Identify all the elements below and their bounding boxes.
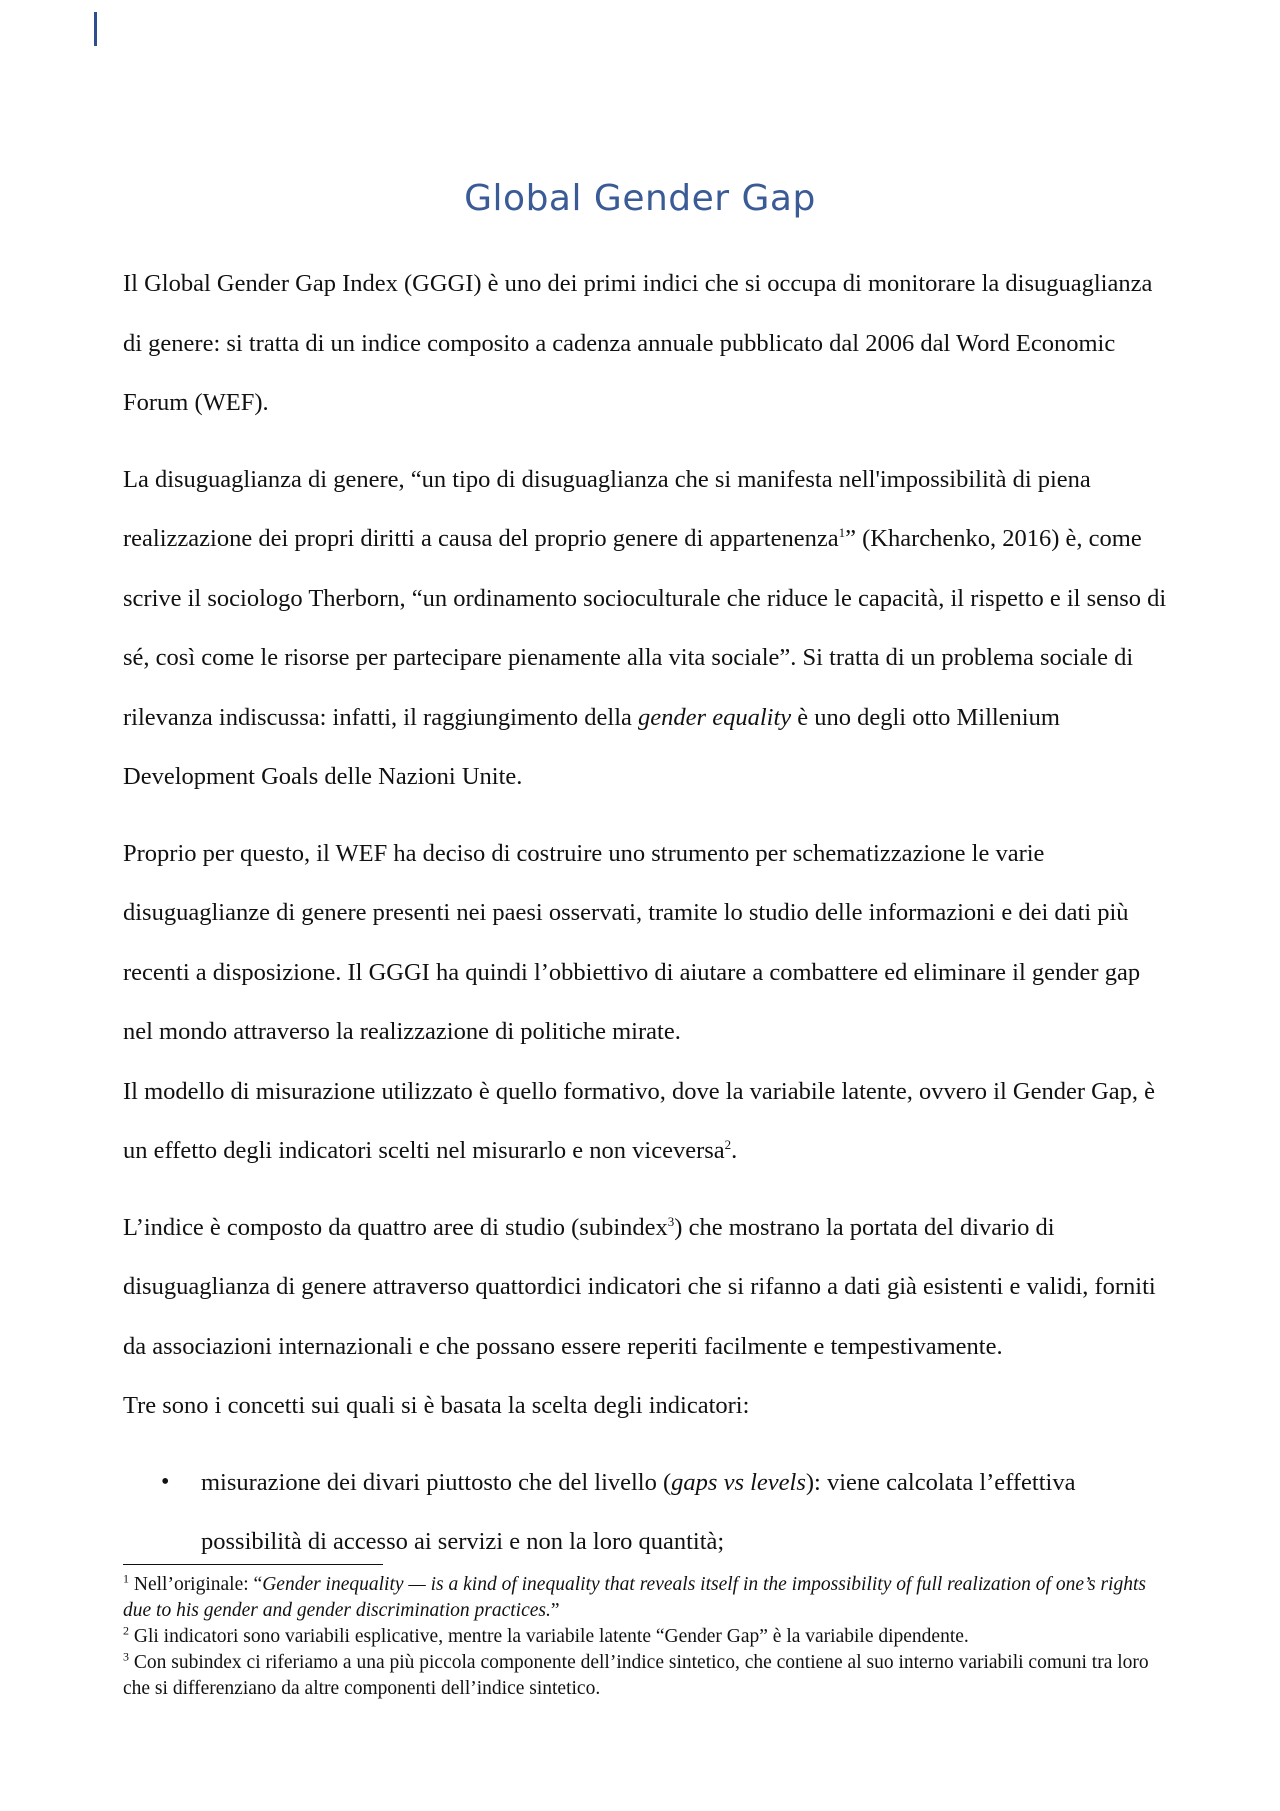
- footnote-3-text: Con subindex ci riferiamo a una più piccola componente dell’indice sintetico, che contiene al suo interno variabili comuni tra loro che si differenziano da altre componenti dell’indice sintetico.: [123, 1652, 1149, 1699]
- paragraph-disuguaglianza-text-a: La disuguaglianza di genere, “un tipo di disuguaglianza che si manifesta nell'impossibilità di piena realizzazione dei propri diritti a causa del proprio genere di appartenenza: [123, 465, 1091, 552]
- footnote-2-number: 2: [123, 1623, 129, 1638]
- bullet-icon: •: [161, 1468, 170, 1495]
- paragraph-disuguaglianza: [123, 450, 1168, 807]
- footnotes: [123, 1572, 1173, 1702]
- paragraph-indice-text-a: L’indice è composto da quattro aree di studio (subindex: [123, 1213, 668, 1241]
- footnote-1-text-b: ”: [550, 1600, 560, 1621]
- paragraph-modello: [123, 1062, 1168, 1181]
- paragraph-intro-text: Il Global Gender Gap Index (GGGI) è uno dei primi indici che si occupa di monitorare la disuguaglianza di genere: si tratta di un indice composito a cadenza annuale pubblicato dal 2006 dal Word Economic Forum (WEF).: [123, 270, 1153, 416]
- footnote-1: [123, 1572, 1173, 1624]
- footnote-1-text-a: Nell’originale: “: [129, 1574, 263, 1595]
- footnote-2: [123, 1624, 1173, 1650]
- paragraph-concetti: [123, 1376, 1168, 1436]
- paragraph-indice-text-b: ) che mostrano la portata del divario di disuguaglianza di genere attraverso quattordici indicatori che si rifanno a dati già esistenti e validi, forniti da associazioni internazionali e che possano essere reperiti facilmente e tempestivamente.: [123, 1213, 1156, 1360]
- footnote-2-text: Gli indicatori sono variabili esplicative, mentre la variabile latente “Gender Gap” è la variabile dipendente.: [129, 1626, 969, 1647]
- footnote-ref-1[interactable]: 1: [838, 524, 846, 540]
- document-body: [123, 254, 1168, 1572]
- text-cursor-marker: [94, 12, 97, 46]
- paragraph-modello-text-b: .: [731, 1137, 738, 1164]
- footnote-3-number: 3: [123, 1649, 129, 1664]
- paragraph-wef: [123, 824, 1168, 1062]
- emphasis-gaps-vs-levels: gaps vs levels: [671, 1468, 806, 1496]
- list-item-text-b: ): viene calcolata l’effettiva possibilità di accesso ai servizi e non la loro quantità;: [201, 1468, 1076, 1555]
- bullet-list: [123, 1453, 1168, 1572]
- paragraph-wef-text: Proprio per questo, il WEF ha deciso di costruire uno strumento per schematizzazione le varie disuguaglianze di genere presenti nei paesi osservati, tramite lo studio delle informazioni e dei dati più recenti a disposizione. Il GGGI ha quindi l’obbiettivo di aiutare a combattere ed eliminare il gender gap nel mondo attraverso la realizzazione di politiche mirate.: [123, 839, 1141, 1045]
- paragraph-intro: [123, 254, 1168, 433]
- list-item-text-a: misurazione dei divari piuttosto che del livello (: [201, 1468, 672, 1496]
- emphasis-gender-equality: gender equality: [638, 703, 792, 731]
- paragraph-indice: [123, 1198, 1168, 1377]
- footnote-separator: [123, 1564, 383, 1565]
- paragraph-concetti-text: Tre sono i concetti sui quali si è basata la scelta degli indicatori:: [123, 1392, 750, 1419]
- footnote-1-number: 1: [123, 1571, 129, 1586]
- page-title: Global Gender Gap: [464, 178, 816, 219]
- footnote-3: [123, 1650, 1173, 1702]
- paragraph-disuguaglianza-text-c: è uno degli otto Millenium Development Goals delle Nazioni Unite.: [123, 703, 1060, 790]
- footnote-ref-3[interactable]: 3: [667, 1213, 675, 1229]
- footnote-ref-2[interactable]: 2: [724, 1136, 732, 1152]
- paragraph-disuguaglianza-text-b: ” (Kharchenko, 2016) è, come scrive il sociologo Therborn, “un ordinamento socioculturale che riduce le capacità, il rispetto e il senso di sé, così come le risorse per partecipare pienamente alla vita sociale”. Si tratta di un problema sociale di rilevanza indiscussa: infatti, il raggiungimento della: [123, 525, 1167, 731]
- list-item: [123, 1453, 1168, 1572]
- paragraph-modello-text-a: Il modello di misurazione utilizzato è quello formativo, dove la variabile latente, ovvero il Gender Gap, è un effetto degli indicatori scelti nel misurarlo e non viceversa: [123, 1077, 1156, 1164]
- footnote-1-quote: Gender inequality — is a kind of inequality that reveals itself in the impossibility of full realization of one’s rights due to his gender and gender discrimination practices.: [123, 1574, 1146, 1621]
